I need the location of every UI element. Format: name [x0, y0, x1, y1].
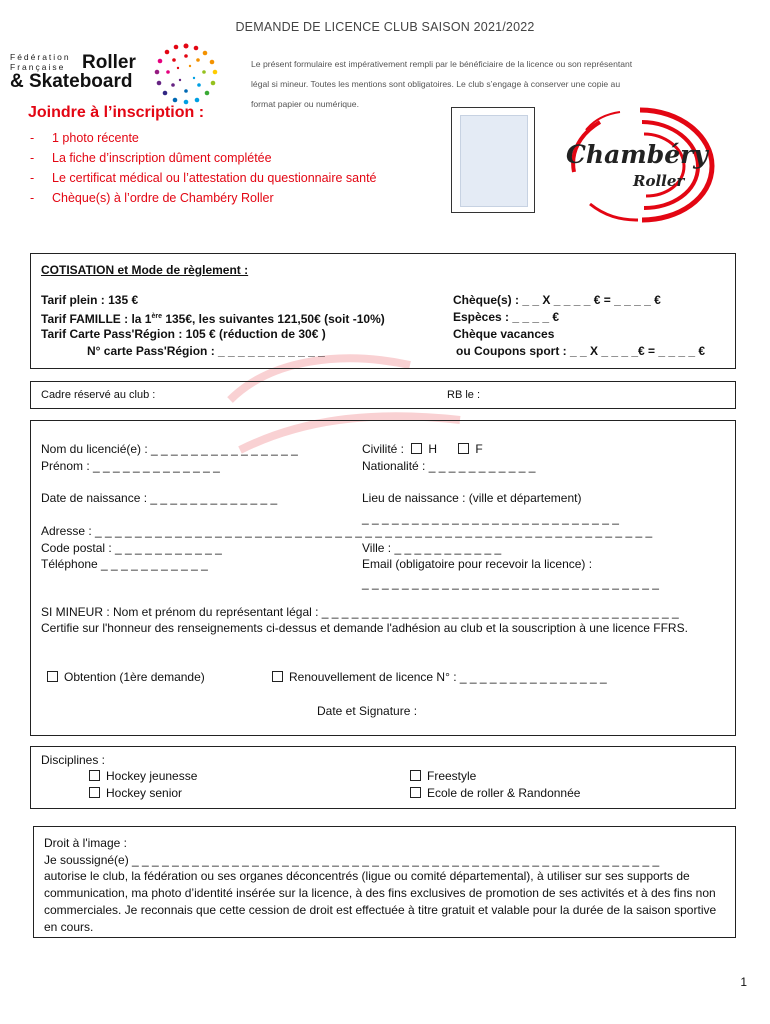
lieu-naissance-label: Lieu de naissance : (ville et département): [362, 491, 582, 505]
nom-field[interactable]: Nom du licencié(e) : _ _ _ _ _ _ _ _ _ _ _ _ _ _ _: [41, 442, 298, 456]
especes-field[interactable]: Espèces : _ _ _ _ €: [453, 310, 560, 324]
ffrs-logo-line1: Fédération: [10, 52, 71, 62]
ffrs-logo-skateboard: & Skateboard: [10, 71, 133, 92]
droit-image-title: Droit à l'image :: [44, 836, 127, 850]
disciplines-label: Disciplines :: [41, 753, 106, 767]
disciplines-box: [30, 746, 736, 809]
email-label: Email (obligatoire pour recevoir la licence) :: [362, 557, 593, 571]
ffrs-logo: [10, 52, 71, 72]
ville-field[interactable]: Ville : _ _ _ _ _ _ _ _ _ _ _: [362, 541, 502, 555]
club-logo-name: Chambéry: [566, 140, 708, 169]
tarif-famille: Tarif FAMILLE : la 1ère 135€, les suivantes 121,50€ (soit -10%): [41, 312, 385, 326]
num-carte-field[interactable]: N° carte Pass'Région : _ _ _ _ _ _ _ _ _ _ _: [87, 344, 325, 358]
form-title: DEMANDE DE LICENCE CLUB SAISON 2021/2022: [235, 20, 535, 34]
code-postal-field[interactable]: Code postal : _ _ _ _ _ _ _ _ _ _ _: [41, 541, 222, 555]
hockey-jeunesse-option[interactable]: Hockey jeunesse: [89, 768, 197, 784]
nationalite-field[interactable]: Nationalité : _ _ _ _ _ _ _ _ _ _ _: [362, 459, 536, 473]
ffrs-logo-roller: Roller: [82, 52, 136, 73]
ecole-checkbox[interactable]: [410, 787, 421, 798]
cotisation-box: [30, 253, 736, 369]
cheques-field[interactable]: Chèque(s) : _ _ X _ _ _ _ € = _ _ _ _ €: [453, 293, 661, 307]
list-item: - Chèque(s) à l’ordre de Chambéry Roller: [30, 191, 274, 205]
lieu-naissance-field[interactable]: _ _ _ _ _ _ _ _ _ _ _ _ _ _ _ _ _ _ _ _ _ _ _ _ _ _: [362, 511, 619, 525]
join-title: Joindre à l’inscription :: [28, 104, 205, 121]
civilite-group: Civilité : H F: [362, 442, 483, 456]
certifie-text: Certifie sur l'honneur des renseignements ci-dessus et demande l'adhésion au club et la souscription à une licence FFRS.: [41, 621, 688, 635]
hockey-jeunesse-checkbox[interactable]: [89, 770, 100, 781]
mineur-field[interactable]: SI MINEUR : Nom et prénom du représentant légal : _ _ _ _ _ _ _ _ _ _ _ _ _ _ _ _ _ _ _ _ _ _ _ _ _ _ _ _ _ _ _ _ _ _ _ _: [41, 605, 679, 619]
join-list: [30, 128, 377, 208]
cheque-vacances: Chèque vacances: [453, 327, 555, 341]
club-reserve-label: Cadre réservé au club :: [41, 389, 156, 401]
prenom-field[interactable]: Prénom : _ _ _ _ _ _ _ _ _ _ _ _ _: [41, 459, 220, 473]
hockey-senior-checkbox[interactable]: [89, 787, 100, 798]
droit-image-box: [33, 826, 736, 938]
club-logo-sub: Roller: [633, 172, 685, 190]
list-item: - Le certificat médical ou l’attestation du questionnaire santé: [30, 171, 377, 185]
club-reserve-box: [30, 381, 736, 409]
obtention-checkbox[interactable]: [47, 671, 58, 682]
list-item: - La fiche d’inscription dûment complétée: [30, 151, 272, 165]
date-signature-label: Date et Signature :: [317, 704, 418, 718]
photo-box[interactable]: [451, 107, 535, 213]
soussigne-field[interactable]: Je soussigné(e) _ _ _ _ _ _ _ _ _ _ _ _ _ _ _ _ _ _ _ _ _ _ _ _ _ _ _ _ _ _ _ _ _ _ _ _ _ _ _ _ _ _ _ _ _ _ _ _ _ _ _ _ _: [44, 853, 660, 867]
tarif-carte: Tarif Carte Pass'Région : 105 € (réduction de 30€ ): [41, 327, 326, 341]
photo-placeholder: [460, 115, 528, 207]
renouvellement-checkbox[interactable]: [272, 671, 283, 682]
civilite-h-checkbox[interactable]: [411, 443, 422, 454]
identity-box: [30, 420, 736, 736]
email-field[interactable]: _ _ _ _ _ _ _ _ _ _ _ _ _ _ _ _ _ _ _ _ _ _ _ _ _ _ _ _ _ _: [362, 576, 659, 590]
freestyle-option[interactable]: Freestyle: [410, 768, 476, 784]
rb-label: RB le :: [447, 389, 481, 401]
page-number: 1: [740, 975, 747, 989]
coupons-field[interactable]: ou Coupons sport : _ _ X _ _ _ _€ = _ _ _ _ €: [456, 344, 706, 358]
list-item: - 1 photo récente: [30, 131, 139, 145]
telephone-field[interactable]: Téléphone _ _ _ _ _ _ _ _ _ _ _: [41, 557, 208, 571]
intro-text: Le présent formulaire est impérativement rempli par le bénéficiaire de la licence ou son représentant légal si mineur. Toutes les mentions sont obligatoires. Le club s’engage à conserver une copie au format papier ou numérique.: [251, 59, 633, 109]
ffrs-logo-line2: Française: [10, 62, 66, 72]
cotisation-title: COTISATION et Mode de règlement :: [41, 263, 249, 277]
obtention-option[interactable]: Obtention (1ère demande): [47, 669, 205, 685]
ffrs-dots-icon: [150, 38, 222, 110]
date-naissance-field[interactable]: Date de naissance : _ _ _ _ _ _ _ _ _ _ _ _ _: [41, 491, 278, 505]
ecole-option[interactable]: Ecole de roller & Randonnée: [410, 785, 580, 801]
hockey-senior-option[interactable]: Hockey senior: [89, 785, 182, 801]
civilite-f-checkbox[interactable]: [458, 443, 469, 454]
renouvellement-option[interactable]: Renouvellement de licence N° : _ _ _ _ _ _ _ _ _ _ _ _ _ _ _: [272, 669, 607, 685]
freestyle-checkbox[interactable]: [410, 770, 421, 781]
adresse-field[interactable]: Adresse : _ _ _ _ _ _ _ _ _ _ _ _ _ _ _ _ _ _ _ _ _ _ _ _ _ _ _ _ _ _ _ _ _ _ _ _ _ _ _ _ _ _ _ _ _ _ _ _ _ _ _ _ _ _ _ _: [41, 524, 653, 538]
droit-image-text: autorise le club, la fédération ou ses organes déconcentrés (ligue ou comité départemental), à utiliser sur ses supports de communication, ma photo d’identité insérée sur la licence, à des fins exclusives de promotion de ses activités et à des fins non commerciales. Je reconnais que cette cession de droit est effectuée à titre gratuit et valable pour la durée de la saison sportive en cours.: [44, 869, 717, 934]
tarif-plein: Tarif plein : 135 €: [41, 293, 139, 307]
